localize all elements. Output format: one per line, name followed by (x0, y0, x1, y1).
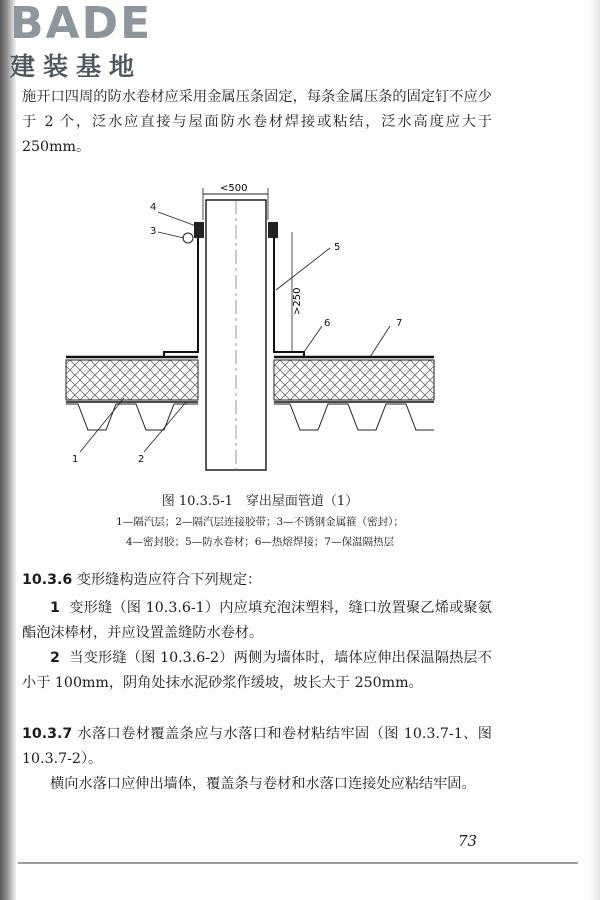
insulation-left (66, 360, 198, 400)
section-10-3-7 (22, 722, 492, 772)
leader-4 (158, 212, 196, 226)
leader-7 (370, 326, 390, 357)
leader-2 (144, 402, 186, 452)
item-text: 当变形缝（图 10.3.6-2）两侧为墙体时，墙体应伸出保温隔热层不小于 100mm，阴角处抹水泥砂浆作缓坡，坡长大于 250mm。 (22, 650, 492, 691)
label-5: 5 (334, 242, 341, 253)
dim-side-label: >250 (292, 287, 303, 315)
pipe-penetration-figure (60, 180, 450, 480)
leader-6 (304, 326, 322, 352)
leader-5 (276, 248, 330, 290)
section-10-3-7-paragraph-2 (22, 772, 492, 797)
label-6: 6 (324, 318, 331, 329)
label-4: 4 (150, 202, 157, 213)
logo-subtitle: 建装基地 (10, 52, 143, 81)
metal-clamp-left (194, 222, 204, 238)
label-7: 7 (396, 318, 403, 329)
metal-clamp-right (268, 222, 278, 238)
watermark-logo (10, 2, 180, 88)
section-text: 水落口卷材覆盖条应与水落口和卷材粘结牢固（图 10.3.7-1、图 10.3.7-2）。 (22, 726, 492, 767)
section-number: 10.3.6 (22, 572, 73, 588)
flashing-left (164, 228, 198, 357)
section-10-3-6-item-2 (22, 646, 492, 696)
deck-left (66, 404, 198, 430)
label-3: 3 (150, 226, 157, 237)
sealant-bead (183, 233, 193, 243)
section-number: 10.3.7 (22, 726, 73, 742)
figure-caption: 图 10.3.5-1 穿出屋面管道（1） (161, 494, 359, 509)
logo-word: BADE (10, 0, 153, 49)
section-10-3-6-item-1 (22, 596, 492, 646)
label-1: 1 (72, 454, 79, 465)
paragraph-text: 横向水落口应伸出墙体，覆盖条与卷材和水落口连接处应粘结牢固。 (50, 776, 476, 792)
item-number: 2 (50, 650, 60, 666)
bottom-rule (18, 862, 578, 864)
page-number: 73 (458, 832, 478, 850)
page-edge-shadow (590, 0, 600, 900)
deck-right (274, 404, 434, 430)
section-10-3-6-heading (22, 568, 492, 593)
leader-3 (158, 232, 184, 238)
dim-top-label: <500 (220, 183, 248, 194)
figure-legend-line1: 1—隔汽层；2—隔汽层连接胶带；3—不锈钢金属箍（密封）； (116, 516, 404, 528)
intro-paragraph: 施开口四周的防水卷材应采用金属压条固定，每条金属压条的固定钉不应少于 2 个，泛水应直接与屋面防水卷材焊接或粘结，泛水高度应大于 250mm。 (22, 89, 492, 155)
section-title: 变形缝构造应符合下列规定： (76, 572, 262, 588)
insulation-right (274, 360, 434, 400)
item-number: 1 (50, 600, 60, 616)
book-binding-shadow (0, 0, 16, 900)
figure-legend-line2: 4—密封胶；5—防水卷材；6—热熔焊接；7—保温隔热层 (125, 536, 395, 548)
label-2: 2 (138, 454, 145, 465)
item-text: 变形缝（图 10.3.6-1）内应填充泡沫塑料，缝口放置聚乙烯或聚氨酯泡沫棒材，并应设置盖缝防水卷材。 (22, 600, 492, 641)
